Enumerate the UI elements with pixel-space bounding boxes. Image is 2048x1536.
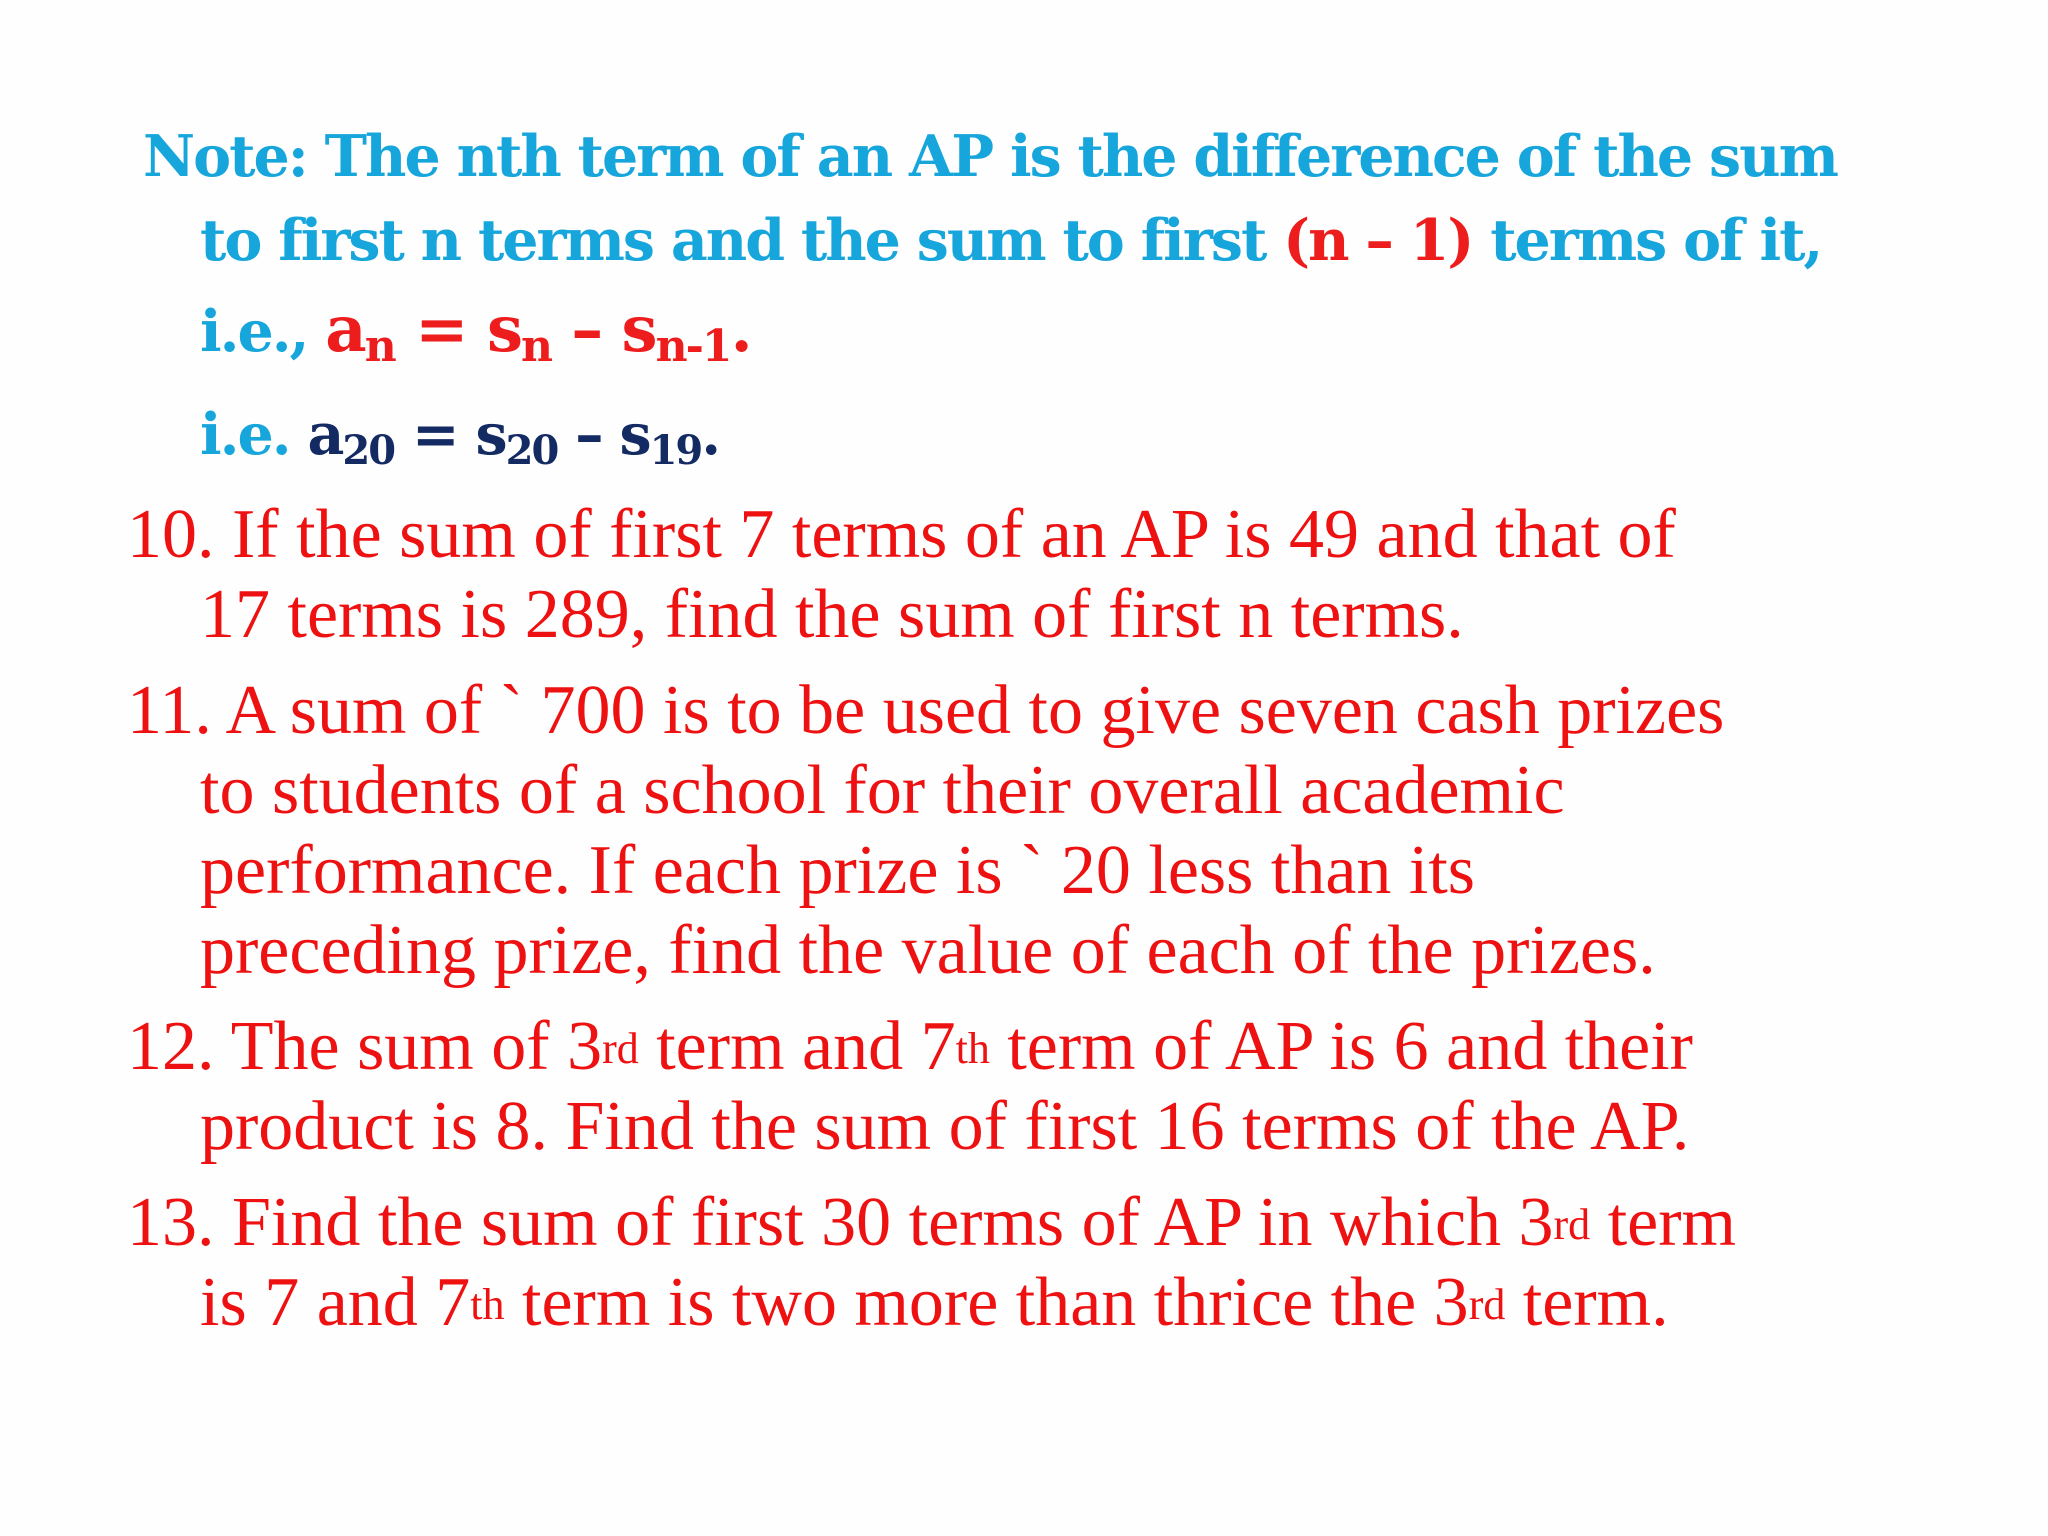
formula-an-sn bbox=[325, 292, 751, 372]
formula2-s: s bbox=[475, 401, 506, 468]
q12-sup-rd: rd bbox=[602, 1024, 639, 1073]
q13-l2-sup-th: th bbox=[470, 1280, 505, 1329]
question-12-line-1 bbox=[127, 1008, 1693, 1085]
formula2-minus: – bbox=[557, 401, 620, 468]
q13-text-a: 13. Find the sum of first 30 terms of AP in which 3 bbox=[127, 1184, 1554, 1261]
formula-a20-s20 bbox=[307, 401, 720, 474]
formula-s2-sub: n-1 bbox=[655, 321, 731, 372]
formula-a: a bbox=[325, 292, 365, 367]
formula-end: . bbox=[730, 292, 751, 367]
question-13-line-1 bbox=[127, 1184, 1736, 1261]
formula2-a-sub: 20 bbox=[342, 427, 395, 474]
formula-s2: s bbox=[621, 292, 656, 367]
q12-text-c: term of AP is 6 and their bbox=[989, 1008, 1693, 1085]
note-line-3 bbox=[200, 292, 751, 372]
ie-prefix: i.e., bbox=[200, 298, 326, 365]
question-11-line-4: preceding prize, find the value of each of the prizes. bbox=[200, 912, 1656, 989]
question-11-line-2: to students of a school for their overall academic bbox=[200, 752, 1565, 829]
formula-a-sub: n bbox=[364, 321, 395, 372]
q13-l2-sup-rd: rd bbox=[1468, 1280, 1506, 1329]
q13-l2-text-b: term is two more than thrice the 3 bbox=[504, 1264, 1469, 1341]
formula-minus: – bbox=[550, 292, 622, 367]
formula2-s2: s bbox=[619, 401, 650, 468]
formula2-equals: = bbox=[394, 401, 476, 468]
question-13-line-2 bbox=[200, 1264, 1669, 1341]
note-line-4 bbox=[200, 401, 720, 474]
formula-s-sub: n bbox=[520, 321, 551, 372]
question-11-line-1: 11. A sum of ` 700 is to be used to give seven cash prizes bbox=[127, 672, 1725, 749]
formula2-s-sub: 20 bbox=[505, 427, 558, 474]
note-line-2 bbox=[200, 207, 1822, 274]
formula2-end: . bbox=[701, 401, 720, 468]
note-line-2-text: to first n terms and the sum to first bbox=[200, 207, 1284, 274]
q12-sup-th: th bbox=[955, 1024, 990, 1073]
q13-l2-text-c: term. bbox=[1505, 1264, 1669, 1341]
question-10-line-1: 10. If the sum of first 7 terms of an AP is 49 and that of bbox=[127, 496, 1676, 573]
note-line-1: Note: The nth term of an AP is the difference of the sum bbox=[143, 123, 1837, 190]
q12-text-b: term and 7 bbox=[638, 1008, 956, 1085]
q12-text-a: 12. The sum of 3 bbox=[127, 1008, 603, 1085]
question-11-line-3: performance. If each prize is ` 20 less than its bbox=[200, 832, 1476, 909]
formula2-a: a bbox=[307, 401, 343, 468]
formula-equals: = bbox=[394, 292, 487, 367]
q13-sup-rd: rd bbox=[1553, 1200, 1591, 1249]
q13-text-b: term bbox=[1590, 1184, 1736, 1261]
formula-s: s bbox=[486, 292, 521, 367]
note-line-2-end: terms of it, bbox=[1472, 207, 1822, 274]
note-highlight-n-minus-1: (n – 1) bbox=[1283, 207, 1473, 274]
formula2-s2-sub: 19 bbox=[649, 427, 702, 474]
question-12-line-2: product is 8. Find the sum of first 16 terms of the AP. bbox=[200, 1088, 1690, 1165]
question-10-line-2: 17 terms is 289, find the sum of first n terms. bbox=[200, 576, 1464, 653]
q13-l2-text-a: is 7 and 7 bbox=[200, 1264, 471, 1341]
ie-prefix-2: i.e. bbox=[200, 401, 308, 468]
